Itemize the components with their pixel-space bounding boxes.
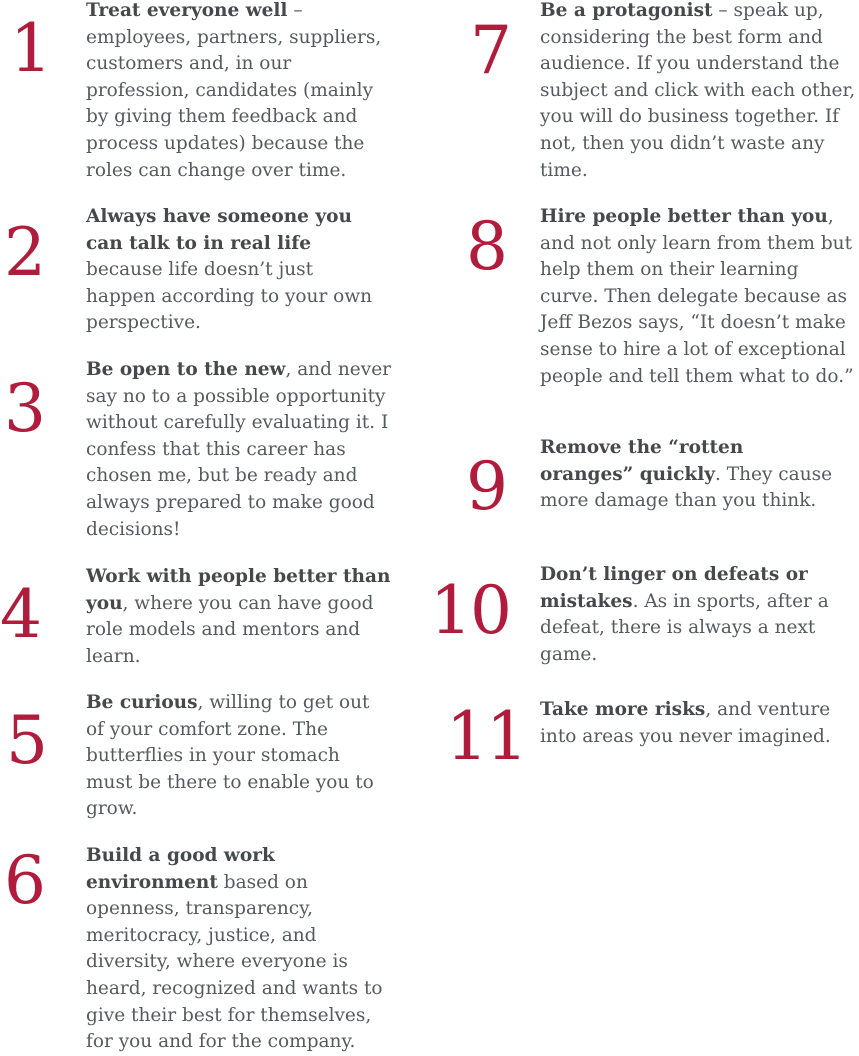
tip-number: 6 (4, 842, 44, 919)
tip-number: 11 (446, 698, 526, 775)
tip-heading: Always have someone you can talk to in real life (86, 206, 352, 254)
tip-body: – employees, partners, suppliers, customers and, in our profession, candidates (mainly by giving them feedback and process updates) because the roles can change over time. (86, 0, 382, 181)
tip-number: 8 (466, 208, 506, 285)
tip-heading: Build a good work environment (86, 845, 275, 893)
tip-number: 9 (466, 448, 506, 525)
tip-number: 1 (10, 10, 50, 87)
tip-body: , and venture into areas you never imagined. (540, 699, 831, 747)
tip-body: . As in sports, after a defeat, there is always a next game. (540, 590, 829, 665)
tip-heading: Hire people better than you (540, 206, 828, 227)
tip-number: 10 (430, 572, 510, 649)
tip-heading: Take more risks (540, 699, 706, 720)
tip-body: because life doesn’t just happen according to your own perspective. (86, 259, 373, 334)
tip-body: , and not only learn from them but help them on their learning curve. Then delegate because as Jeff Bezos says, “It doesn’t make sense to hire a lot of exceptional people and tell them what to do.” (540, 206, 854, 387)
tip-body: , where you can have good role models and mentors and learn. (86, 592, 374, 667)
tip-heading: Remove the “rotten oranges” quickly (540, 437, 744, 485)
tip-body: , and never say no to a possible opportunity without carefully evaluating it. I confess that this career has chosen me, but be ready and always prepared to make good decisions! (86, 359, 392, 540)
tip-body: – speak up, considering the best form and audience. If you understand the subject and click with each other, you will do business together. If not, then you didn’t waste any time. (540, 0, 856, 181)
tip-text (86, 564, 406, 670)
tip-number: 3 (4, 370, 44, 447)
tip-text (540, 0, 858, 184)
tip-text (86, 0, 396, 184)
tip-text (540, 435, 840, 515)
tip-text (540, 204, 858, 390)
tip-heading: Be curious (86, 692, 198, 713)
tip-body: , willing to get out of your comfort zone. The butterflies in your stomach must be there to enable you to grow. (86, 692, 374, 820)
tip-heading: Be a protagonist (540, 0, 713, 21)
tip-number: 2 (4, 214, 44, 291)
tip-number: 5 (6, 702, 46, 779)
tip-number: 4 (0, 576, 40, 653)
tip-text (86, 690, 391, 823)
tip-text (540, 562, 858, 668)
tip-body: . They cause more damage than you think. (540, 463, 833, 512)
tip-heading: Be open to the new (86, 359, 286, 380)
tip-text (86, 204, 386, 337)
tip-body: based on openness, transparency, meritocracy, justice, and diversity, where everyone is heard, recognized and wants to give their best for themselves, for you and for the company. (86, 871, 383, 1053)
tip-heading: Don’t linger on defeats or mistakes (540, 564, 808, 612)
tip-heading: Work with people better than you (86, 566, 391, 614)
tip-heading: Treat everyone well (86, 0, 288, 21)
tip-text (86, 843, 401, 1056)
tip-text (86, 357, 396, 543)
tip-text (540, 697, 855, 750)
tip-number: 7 (470, 12, 510, 89)
